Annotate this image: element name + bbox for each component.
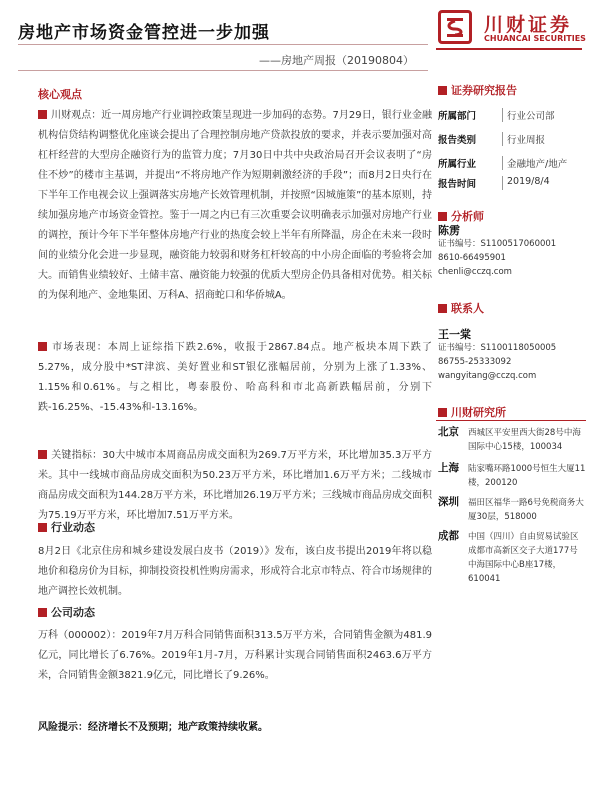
contact-email: wangyitang@cczq.com (438, 371, 537, 381)
research-report-heading: 证券研究报告 (438, 82, 517, 98)
core-views-label: 核心观点 (38, 88, 82, 101)
bullet-icon (438, 408, 447, 417)
address-shanghai: 陆家嘴环路1000号恒生大厦11楼，200120 (468, 464, 586, 488)
analyst-cert: 证书编号：S1100517060001 (438, 239, 557, 249)
bullet-icon (38, 523, 47, 532)
meta-row-date: 报告时间 2019/8/4 (438, 176, 550, 190)
analyst-name: 陈雳 (438, 224, 460, 237)
analyst-email: chenli@cczq.com (438, 267, 512, 277)
contact-cert: 证书编号：S1100118050005 (438, 343, 557, 353)
bullet-icon (38, 110, 47, 119)
analyst-phone: 8610-66495901 (438, 253, 506, 263)
contact-name: 王一棠 (438, 328, 471, 341)
meta-row-industry: 所属行业 金融地产/地产 (438, 156, 588, 170)
industry-news-heading: 行业动态 (38, 519, 95, 535)
address-chengdu: 中国（四川）自由贸易试验区成都市高新区交子大道177号中海国际中心B座17楼，610041 (468, 532, 579, 584)
city-shenzhen: 深圳 (438, 496, 459, 508)
report-title: 房地产市场资金管控进一步加强 (18, 23, 270, 43)
city-beijing: 北京 (438, 426, 459, 438)
subtitle-divider (18, 70, 428, 71)
analyst-heading: 分析师 (438, 208, 484, 224)
industry-news-paragraph: 8月2日《北京住房和城乡建设发展白皮书（2019）》发布，该白皮书提出2019年将以稳地价和稳房价为目标，抑制投资投机性购房需求，形成符合北京市特点、符合市场规律的地产调控长效机制。 (38, 546, 432, 597)
address-beijing: 西城区平安里西大街28号中海国际中心15楼，100034 (468, 428, 581, 452)
indicator-paragraph: 关键指标：30大中城市本周商品房成交面积为269.7万平方米，环比增加35.3万平方米。其中一线城市商品房成交面积为50.23万平方米，环比增加1.6万平方米；二线城市商品房成交面积为144.28万平方米，环比增加26.19万平方米；三线城市商品房成交面积为75.19万平方米，环比增加7.51万平方米。 (38, 450, 432, 521)
institute-divider (436, 420, 586, 421)
city-chengdu: 成都 (438, 530, 459, 542)
market-paragraph: 市场表现：本周上证综指下跌2.6%，收报于2867.84点。地产板块本周下跌了5.27%，成分股中*ST津滨、美好置业和ST银亿涨幅居前，分别为上涨了1.33%、1.15%和0.61%。与之相比，粤泰股份、哈高科和市北高新跌幅居前，分别下跌-16.25%、-15.43%和-13.16%。 (38, 342, 432, 413)
bullet-icon (38, 450, 47, 459)
risk-warning: 风险提示：经济增长不及预期；地产政策持续收紧。 (38, 722, 268, 733)
contact-phone: 86755-25333092 (438, 357, 512, 367)
bullet-icon (38, 342, 47, 351)
company-news-paragraph: 万科（000002）：2019年7月万科合同销售面积313.5万平方米，合同销售金额为481.9亿元，同比增长了6.76%。2019年1月-7月，万科累计实现合同销售面积2463.6万平方米，合同销售金额3821.9亿元，同比增长了9.26%。 (38, 630, 432, 681)
address-shenzhen: 福田区福华一路6号免税商务大厦30层，518000 (468, 498, 584, 522)
bullet-icon (438, 304, 447, 313)
contact-heading: 联系人 (438, 300, 484, 316)
company-logo-icon (438, 10, 472, 44)
title-divider (18, 44, 428, 45)
meta-row-department: 所属部门 行业公司部 (438, 108, 588, 122)
logo-text-en: CHUANCAI SECURITIES (484, 34, 586, 43)
city-shanghai: 上海 (438, 462, 459, 474)
bullet-icon (438, 86, 447, 95)
company-news-heading: 公司动态 (38, 604, 95, 620)
logo-divider (436, 48, 582, 50)
logo-text-cn: 川财证券 (484, 14, 573, 36)
bullet-icon (438, 212, 447, 221)
institute-heading: 川财研究所 (438, 404, 506, 420)
core-view-paragraph: 川财观点：近一周房地产行业调控政策呈现进一步加码的态势。7月29日，银行业金融机构信贷结构调整优化座谈会提出了合理控制房地产贷款投放的要求，并表示要加强对高杠杆经营的大型房企融资行为的监管力度；7月30日中共中央政治局召开会议表明了“房住不炒”的楼市主基调，并提出“不将房地产作为短期刺激经济的手段”；而8月2日央行在下半年工作电视会议上强调落实房地产长效管理机制，并按照“因城施策”的基本原则，持续加强房地产市场资金管控。鉴于一周之内已有三次重要会议明确表示加强对房地产行业的调控，预计今年下半年整体房地产行业的热度会较上半年有所降温，房企在未来一段时间的业绩分化会进一步显现，融资能力较弱和财务杠杆较高的中小房企面临的考验将会加大。而销售业绩较好、土储丰富、融资能力较强的优质大型房企仍具备相对优势。相关标的为保利地产、金地集团、万科A、招商蛇口和华侨城A。 (38, 110, 432, 301)
meta-row-category: 报告类别 行业周报 (438, 132, 588, 146)
bullet-icon (38, 608, 47, 617)
report-subtitle: ——房地产周报（20190804） (259, 54, 414, 67)
